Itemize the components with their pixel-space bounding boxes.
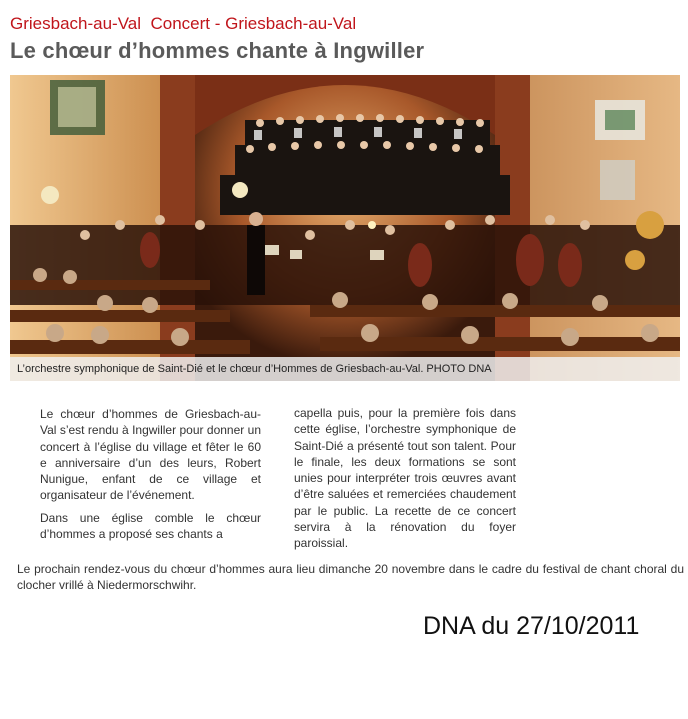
article-paragraph-2: Dans une église comble le chœur d’hommes a proposé ses chants a (40, 510, 261, 542)
article-paragraph-3: capella puis, pour la première fois dans cette église, l’orchestre symphonique de Saint-Dié a présenté tout son talent. Pour le finale, les deux formations se sont unies pour interpréter trois œuvres avant d’être saluées et remerciées chaudement par le public. La recette de ce concert servira à la rénovation du foyer paroissial. (294, 406, 516, 551)
article-footer-note: Le prochain rendez-vous du chœur d’hommes aura lieu dimanche 20 novembre dans le cadre du festival de chant choral du clocher vrillé à Niedermorschwihr. (17, 562, 684, 592)
source-date: DNA du 27/10/2011 (423, 612, 640, 640)
article-column-right (294, 405, 516, 558)
article-headline: Le chœur d’hommes chante à Ingwiller (10, 38, 425, 63)
article-column-left (40, 406, 261, 548)
photo-caption: L’orchestre symphonique de Saint-Dié et le chœur d’Hommes de Griesbach-au-Val. PHOTO DNA (10, 357, 680, 381)
article-kicker: Griesbach-au-Val Concert - Griesbach-au-Val (10, 14, 357, 33)
concert-illustration (10, 75, 680, 381)
concert-photo (10, 75, 680, 381)
article-paragraph-1: Le chœur d’hommes de Griesbach-au-Val s’est rendu à Ingwiller pour donner un concert à l’église du village et fêter le 60 e anniversaire d’un des leurs, Robert Nunigue, enfant de ce village et organisateur de l’événement. (40, 407, 261, 503)
